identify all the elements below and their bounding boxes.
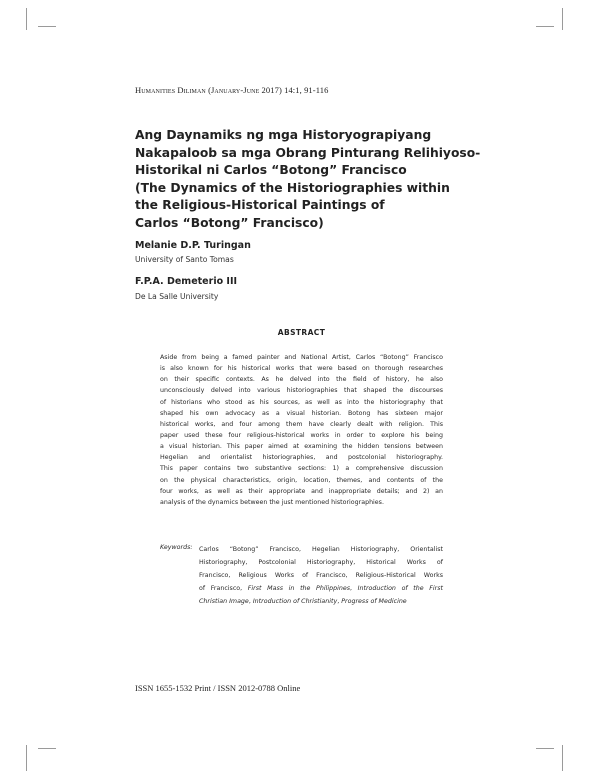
keywords-list (199, 544, 443, 608)
abstract-line: This paper contains two substantive sections: 1) a comprehensive discussion (160, 465, 443, 473)
title-line: (The Dynamics of the Historiographies within (135, 180, 450, 195)
title-line: Carlos “Botong” Francisco) (135, 215, 324, 230)
crop-mark (38, 748, 56, 749)
issn-footer: ISSN 1655-1532 Print / ISSN 2012-0788 Online (135, 683, 301, 693)
keywords-line: Francisco, Religious Works of Francisco, Religious-Historical Works (199, 571, 443, 579)
abstract-line: Hegelian and orientalist historiographies, and postcolonial historiography. (160, 454, 443, 462)
abstract-line: a visual historian. This paper aimed at examining the hidden tensions between (160, 443, 443, 451)
journal-citation: Humanities Diliman (January-June 2017) 14:1, 91-116 (135, 85, 329, 95)
title-line: Ang Daynamiks ng mga Historyograpiyang (135, 128, 432, 142)
crop-mark (38, 26, 56, 27)
crop-mark (562, 745, 563, 771)
abstract-line: on their specific contexts. As he delved into the field of history, he also (160, 376, 443, 384)
keywords-line: of Francisco, First Mass in the Philippines, Introduction of the First (199, 584, 444, 592)
title-line: Nakapaloob sa mga Obrang Pinturang Relihiyoso- (135, 145, 481, 160)
abstract-line: is also known for his historical works that were based on thorough researches (160, 365, 443, 373)
author-affiliation: De La Salle University (135, 292, 219, 301)
abstract-line: analysis of the dynamics between the just mentioned historiographies. (160, 498, 384, 506)
crop-mark (562, 8, 563, 30)
title-line: the Religious-Historical Paintings of (135, 198, 385, 212)
crop-mark (536, 748, 554, 749)
crop-mark (26, 745, 27, 771)
abstract-line: paper used these four religious-historical works in order to explore his being (160, 431, 443, 439)
abstract-line: four works, as well as their appropriate and inappropriate details; and 2) an (160, 487, 443, 495)
abstract-heading: ABSTRACT (277, 328, 326, 337)
author-affiliation: University of Santo Tomas (135, 255, 234, 264)
author-name: F.P.A. Demeterio III (135, 276, 238, 287)
abstract-line: unconsciously delved into various historiographies that shaped the discourses (160, 387, 443, 395)
abstract-line: Aside from being a famed painter and National Artist, Carlos “Botong” Francisco (160, 354, 443, 361)
crop-mark (26, 8, 27, 30)
abstract-line: on the physical characteristics, origin, location, themes, and contents of the (160, 476, 443, 484)
crop-mark (536, 26, 554, 27)
title-line: Historikal ni Carlos “Botong” Francisco (135, 163, 407, 177)
author-name: Melanie D.P. Turingan (135, 240, 251, 251)
abstract-line: shaped his own advocacy as a visual historian. Botong has sixteen major (160, 409, 443, 417)
abstract-line: historical works, and four among them have clearly dealt with religion. This (160, 420, 443, 428)
abstract-body (160, 352, 443, 508)
keywords-label: Keywords: (160, 544, 193, 551)
paper-title (135, 127, 481, 232)
keywords-line: Carlos “Botong” Francisco, Hegelian Historiography, Orientalist (199, 546, 443, 553)
abstract-line: of historians who stood as his sources, as well as into the historiography that (160, 398, 443, 406)
keywords-line: Christian Image, Introduction of Christianity, Progress of Medicine (199, 597, 407, 605)
keywords-line: Historiography, Postcolonial Historiography, Historical Works of (199, 558, 443, 566)
